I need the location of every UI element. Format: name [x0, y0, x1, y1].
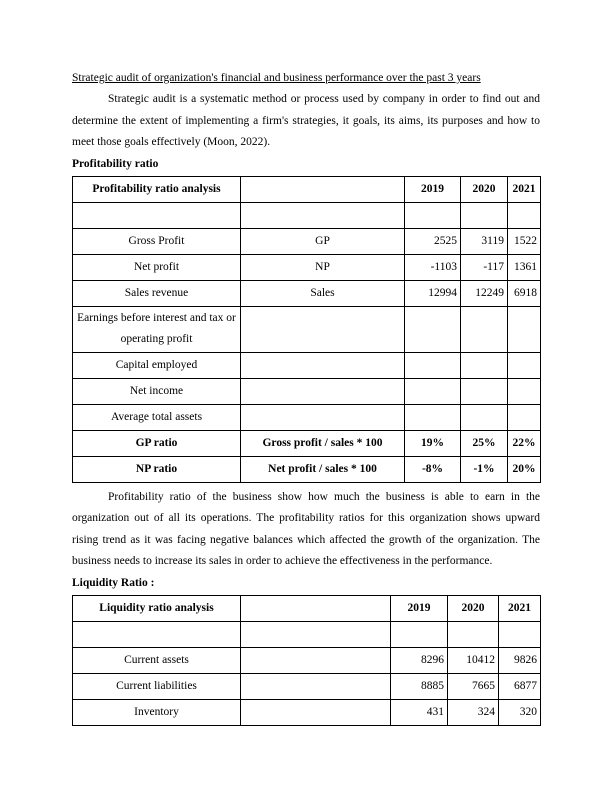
table-cell: 3119	[461, 228, 508, 254]
table-cell	[405, 404, 461, 430]
table-cell	[241, 176, 405, 202]
table-cell: 6918	[508, 280, 541, 306]
table-row	[73, 621, 541, 647]
table-cell	[461, 202, 508, 228]
document-page	[72, 70, 540, 726]
table-cell: Net profit	[73, 254, 241, 280]
table-row	[73, 430, 541, 456]
table-cell: Sales revenue	[73, 280, 241, 306]
table-cell: Capital employed	[73, 352, 241, 378]
table-row	[73, 280, 541, 306]
table-cell: 324	[448, 699, 499, 725]
table-cell: Profitability ratio analysis	[73, 176, 241, 202]
table-cell	[241, 699, 391, 725]
table-cell	[73, 621, 241, 647]
table-cell: Gross Profit	[73, 228, 241, 254]
table-cell	[448, 621, 499, 647]
table-cell: Sales	[241, 280, 405, 306]
table-cell: -1%	[461, 456, 508, 482]
profitability-commentary: Profitability ratio of the business show how much the business is able to earn in the organization out of all its operations. The profitability ratios for this organization shows upward rising trend as it was facing negative balances which affected the growth of the organization. The business needs to increase its sales in order to achieve the effectiveness in the performance.	[72, 490, 540, 567]
table-cell	[405, 306, 461, 352]
table-cell	[241, 595, 391, 621]
table-cell: 2021	[499, 595, 541, 621]
table-cell	[241, 306, 405, 352]
table-cell	[405, 202, 461, 228]
table-cell: 2525	[405, 228, 461, 254]
table-cell: 12994	[405, 280, 461, 306]
table-cell: GP	[241, 228, 405, 254]
table-cell: 8296	[391, 647, 448, 673]
table-cell: NP ratio	[73, 456, 241, 482]
table-cell	[241, 352, 405, 378]
table-cell: Gross profit / sales * 100	[241, 430, 405, 456]
table-row	[73, 228, 541, 254]
table-cell: 12249	[461, 280, 508, 306]
table-cell	[405, 378, 461, 404]
table-cell: -117	[461, 254, 508, 280]
table-cell: -1103	[405, 254, 461, 280]
table-cell: 19%	[405, 430, 461, 456]
profitability-table	[72, 176, 541, 483]
table-cell: 431	[391, 699, 448, 725]
table-cell: 6877	[499, 673, 541, 699]
table-cell: Current assets	[73, 647, 241, 673]
table-cell: 2020	[448, 595, 499, 621]
table-row	[73, 202, 541, 228]
table-cell: Earnings before interest and tax or operating profit	[73, 306, 241, 352]
table-row	[73, 404, 541, 430]
liquidity-title: Liquidity Ratio :	[72, 576, 155, 589]
table-cell: 7665	[448, 673, 499, 699]
table-row	[73, 176, 541, 202]
table-row	[73, 673, 541, 699]
table-cell: GP ratio	[73, 430, 241, 456]
table-cell: Net income	[73, 378, 241, 404]
table-cell	[241, 673, 391, 699]
table-cell	[405, 352, 461, 378]
table-cell	[241, 202, 405, 228]
table-cell	[241, 404, 405, 430]
table-cell	[461, 306, 508, 352]
table-row	[73, 595, 541, 621]
table-cell: 9826	[499, 647, 541, 673]
table-cell: 8885	[391, 673, 448, 699]
table-cell: Average total assets	[73, 404, 241, 430]
table-cell	[499, 621, 541, 647]
table-cell	[391, 621, 448, 647]
table-cell: -8%	[405, 456, 461, 482]
table-cell: 2021	[508, 176, 541, 202]
table-cell: 22%	[508, 430, 541, 456]
profitability-title: Profitability ratio	[72, 157, 159, 170]
table-cell	[241, 621, 391, 647]
intro-paragraph: Strategic audit is a systematic method or process used by company in order to find out and determine the extent of implementing a firm's strategies, it goals, its aims, its purposes and how to meet those goals effectively (Moon, 2022).	[72, 93, 540, 148]
table-cell	[461, 378, 508, 404]
table-cell: Current liabilities	[73, 673, 241, 699]
liquidity-table	[72, 595, 541, 726]
table-cell: 25%	[461, 430, 508, 456]
table-row	[73, 647, 541, 673]
table-cell: 2019	[405, 176, 461, 202]
table-row	[73, 699, 541, 725]
table-row	[73, 378, 541, 404]
table-row	[73, 254, 541, 280]
table-cell: Net profit / sales * 100	[241, 456, 405, 482]
table-cell: 1522	[508, 228, 541, 254]
table-cell: Liquidity ratio analysis	[73, 595, 241, 621]
table-cell	[461, 352, 508, 378]
table-cell: 10412	[448, 647, 499, 673]
table-cell	[508, 352, 541, 378]
table-cell: 320	[499, 699, 541, 725]
table-row	[73, 306, 541, 352]
table-cell: 2020	[461, 176, 508, 202]
table-cell	[73, 202, 241, 228]
table-cell	[508, 306, 541, 352]
table-cell	[508, 378, 541, 404]
table-cell	[508, 404, 541, 430]
table-cell	[461, 404, 508, 430]
table-cell: Inventory	[73, 699, 241, 725]
table-cell	[241, 378, 405, 404]
table-cell: NP	[241, 254, 405, 280]
table-cell	[241, 647, 391, 673]
table-cell: 2019	[391, 595, 448, 621]
table-cell: 20%	[508, 456, 541, 482]
section-heading: Strategic audit of organization's financial and business performance over the past 3 years	[72, 72, 481, 84]
table-cell	[508, 202, 541, 228]
table-cell: 1361	[508, 254, 541, 280]
table-row	[73, 352, 541, 378]
table-row	[73, 456, 541, 482]
